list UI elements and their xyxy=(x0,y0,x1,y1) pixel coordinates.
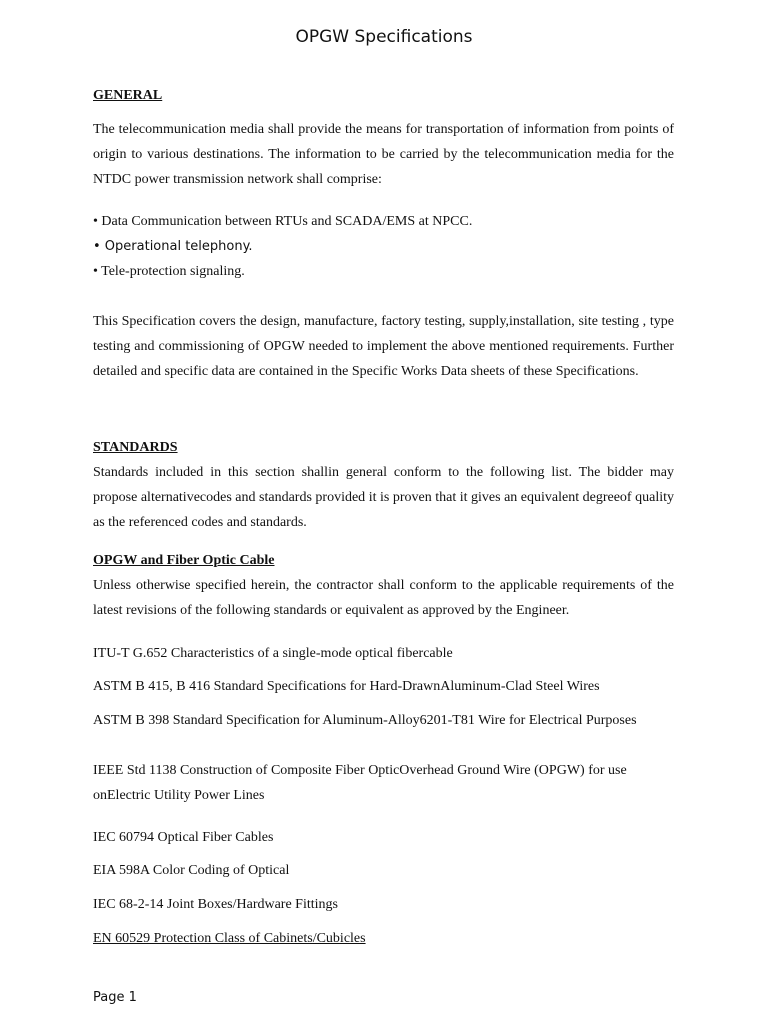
standard-item-itu: ITU-T G.652 Characteristics of a single-mode optical fibercable xyxy=(93,646,453,661)
page-number: Page 1 xyxy=(93,990,137,1005)
standard-item-iec-60794: IEC 60794 Optical Fiber Cables xyxy=(93,830,274,845)
bullet-data-communication: • Data Communication between RTUs and SCADA/EMS at NPCC. xyxy=(93,214,473,229)
general-heading: GENERAL xyxy=(93,88,163,103)
standard-item-eia: EIA 598A Color Coding of Optical xyxy=(93,863,290,878)
bullet-operational-telephony: • Operational telephony. xyxy=(93,239,253,254)
standard-item-iec-68: IEC 68-2-14 Joint Boxes/Hardware Fittings xyxy=(93,897,338,912)
standard-item-astm-b415: ASTM B 415, B 416 Standard Specifications for Hard-DrawnAluminum-Clad Steel Wires xyxy=(93,679,600,694)
general-paragraph-1: The telecommunication media shall provide the means for transportation of information from points of origin to various destinations. The information to be carried by the telecommunication media for the NTDC power transmission network shall comprise: xyxy=(93,122,674,187)
standard-item-en-60529: EN 60529 Protection Class of Cabinets/Cubicles xyxy=(93,931,366,946)
bullet-tele-protection: • Tele-protection signaling. xyxy=(93,264,245,279)
standard-item-astm-b398: ASTM B 398 Standard Specification for Aluminum-Alloy6201-T81 Wire for Electrical Purposes xyxy=(93,713,637,728)
general-paragraph-2: This Specification covers the design, manufacture, factory testing, supply,installation, site testing , type testing and commissioning of OPGW needed to implement the above mentioned requirements. Further detailed and specific data are contained in the Specific Works Data sheets of these Specifications. xyxy=(93,314,674,379)
standards-paragraph: Standards included in this section shallin general conform to the following list. The bidder may propose alternativecodes and standards provided it is proven that it gives an equivalent degreeof quality as the referenced codes and standards. xyxy=(93,465,674,530)
standard-item-ieee: IEEE Std 1138 Construction of Composite Fiber OpticOverhead Ground Wire (OPGW) for use onElectric Utility Power Lines xyxy=(93,763,627,803)
opgw-heading: OPGW and Fiber Optic Cable xyxy=(93,553,275,568)
opgw-paragraph: Unless otherwise specified herein, the contractor shall conform to the applicable requirements of the latest revisions of the following standards or equivalent as approved by the Engineer. xyxy=(93,578,674,618)
standards-heading: STANDARDS xyxy=(93,440,178,455)
page-title: OPGW Specifications xyxy=(295,27,473,47)
